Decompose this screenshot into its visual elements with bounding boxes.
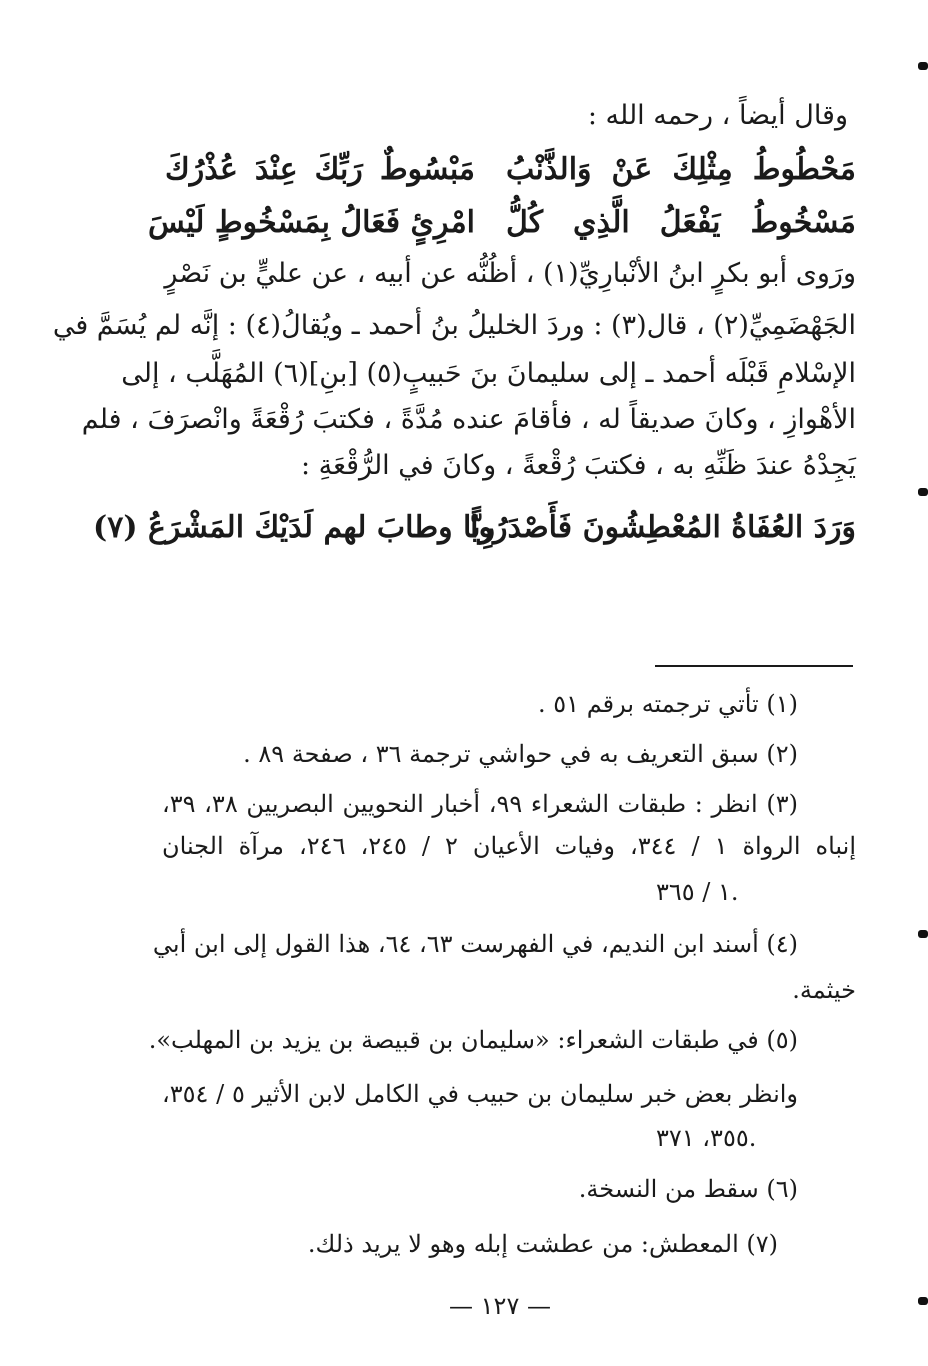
margin-mark [918,1297,928,1305]
paragraph-line: الأهْوازِ ، وكانَ صديقاً له ، فأقامَ عنده مُدَّةً ، فكتبَ رُقْعَةً وانْصرَفَ ، فلم [81,404,856,435]
footnote: وانظر بعض خبر سليمان بن حبيب في الكامل لابن الأثير ٥ / ٣٥٤، [162,1080,799,1108]
poem-verse-left: مَبْسُوطٌ رَبِّكَ عِنْدَ عُذْرُكَ [165,152,475,187]
footnote: (٧) المعطش: من عطشت إبله وهو لا يريد ذلك. [307,1230,778,1258]
footnote: إنباه الرواة ١ / ٣٤٤، وفيات الأعيان ٢ / ٢٤٥، ٢٤٦، مرآة الجنان [162,832,857,860]
margin-mark [918,62,928,70]
intro-line: وقال أيضاً ، رحمه الله : [587,100,848,131]
poem-verse-right: مَحْطُوطُ مِثْلِكَ عَنْ وَالذَّنْبُ [506,152,856,187]
footnote: خيثمة. [792,976,856,1004]
paragraph-line: الإسْلامِ قَبْلَه أحمد ـ إلى سليمانَ بنَ حَبيبٍ(٥) [بنِ](٦) المُهَلَّب ، إلى [121,358,856,389]
poem-verse-right: مَسْخُوطُ يَفْعَلُ الَّذِي كُلُّ [506,205,856,240]
paragraph-line: يَجِدْهُ عندَ ظَنِّهِ به ، فكتبَ رُقْعةً ، وكانَ في الرُّقْعَةِ : [300,450,856,481]
footnote: ١ / ٣٦٥. [656,878,739,906]
paragraph-line: ورَوى أبو بكرٍ ابنُ الأنْبارِيِّ(١) ، أظُنُّه عن أبيه ، عن عليٍّ بن نَصْرٍ [164,258,856,289]
footnote: ٣٥٥، ٣٧١. [656,1124,757,1152]
footnote: (٤) أسند ابن النديم، في الفهرست ٦٣، ٦٤، هذا القول إلى ابن أبي [152,930,798,958]
paragraph-line: الجَهْضَمِيِّ(٢) ، قال(٣) : وردَ الخليلُ بنُ أحمد ـ ويُقالُ(٤) : إنَّه لم يُسَمَّ في [52,310,856,341]
footnote: (٥) في طبقات الشعراء: «سليمان بن قبيصة بن يزيد بن المهلب». [148,1026,798,1054]
poem-verse-left: رِيًّا وطابَ لهم لَدَيْكَ المَشْرَعُ (٧) [93,510,495,545]
poem-verse-left: امْرِئٍ فَعَالُ بِمَسْخُوطٍ لَيْسَ [147,205,475,240]
margin-mark [918,930,928,938]
margin-mark [918,488,928,496]
footnote-separator [655,665,853,667]
footnote: (٦) سقط من النسخة. [578,1175,798,1203]
footnote: (٣) انظر : طبقات الشعراء ٩٩، أخبار النحويين البصريين ٣٨، ٣٩، [162,790,798,818]
poem-verse-right: وَرَدَ العُفَاةُ المُعْطِشُونَ فَأَصْدَرُوا [470,510,856,545]
footnote: (١) تأتي ترجمته برقم ٥١ . [538,690,798,718]
page-number: — ١٢٧ — [449,1292,551,1320]
footnote: (٢) سبق التعريف به في حواشي ترجمة ٣٦ ، صفحة ٨٩ . [243,740,798,768]
